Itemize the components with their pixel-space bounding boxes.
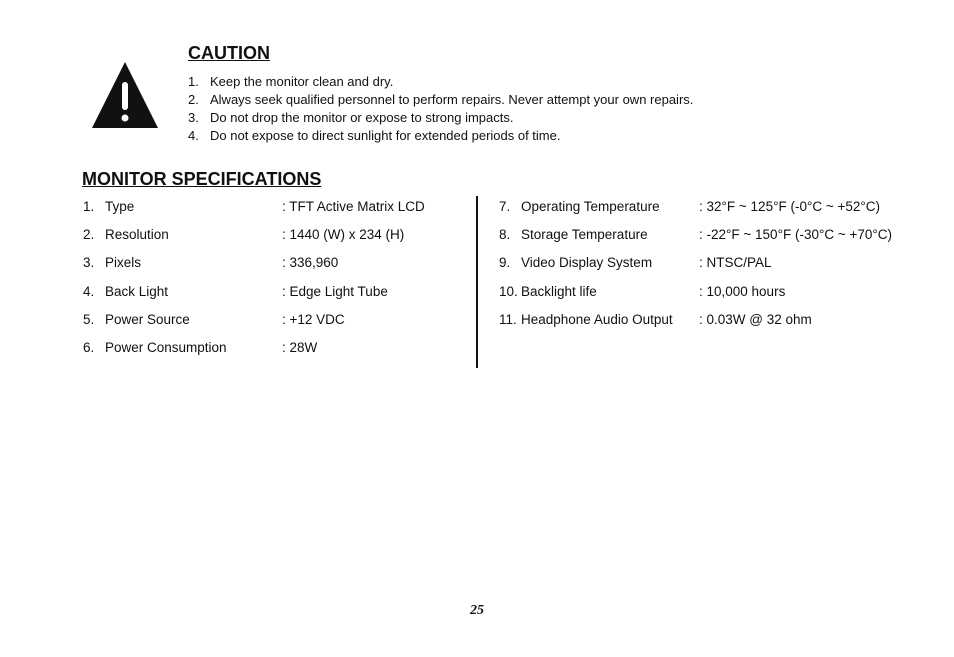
- spec-row: 11. Headphone Audio Output : 0.03W @ 32 ohm: [499, 311, 812, 327]
- caution-item: 2. Always seek qualified personnel to perform repairs. Never attempt your own repairs.: [188, 92, 694, 107]
- spec-row: 10. Backlight life : 10,000 hours: [499, 283, 786, 299]
- spec-row: 5. Power Source : +12 VDC: [83, 311, 345, 327]
- spec-row: 8. Storage Temperature : -22°F ~ 150°F (-30°C ~ +70°C): [499, 227, 893, 243]
- page-number: 25: [470, 603, 484, 618]
- caution-list: [188, 73, 693, 145]
- specs-left-column: [83, 199, 425, 368]
- spec-row: 3. Pixels : 336,960: [83, 255, 339, 271]
- warning-triangle-icon: [90, 60, 160, 130]
- caution-item: 1. Keep the monitor clean and dry.: [188, 74, 394, 89]
- specs-right-column: [499, 199, 892, 340]
- spec-row: 9. Video Display System : NTSC/PAL: [499, 255, 772, 271]
- column-divider: [476, 196, 478, 368]
- specifications-title: MONITOR SPECIFICATIONS: [82, 169, 322, 189]
- caution-item: 3. Do not drop the monitor or expose to strong impacts.: [188, 110, 514, 125]
- spec-row: 2. Resolution : 1440 (W) x 234 (H): [83, 227, 405, 243]
- caution-item: 4. Do not expose to direct sunlight for extended periods of time.: [188, 128, 561, 143]
- spec-row: 4. Back Light : Edge Light Tube: [83, 283, 388, 299]
- spec-row: 7. Operating Temperature : 32°F ~ 125°F (-0°C ~ +52°C): [499, 199, 881, 214]
- caution-title: CAUTION: [188, 43, 270, 63]
- spec-row: 6. Power Consumption : 28W: [83, 339, 318, 355]
- spec-row: 1. Type : TFT Active Matrix LCD: [83, 199, 425, 214]
